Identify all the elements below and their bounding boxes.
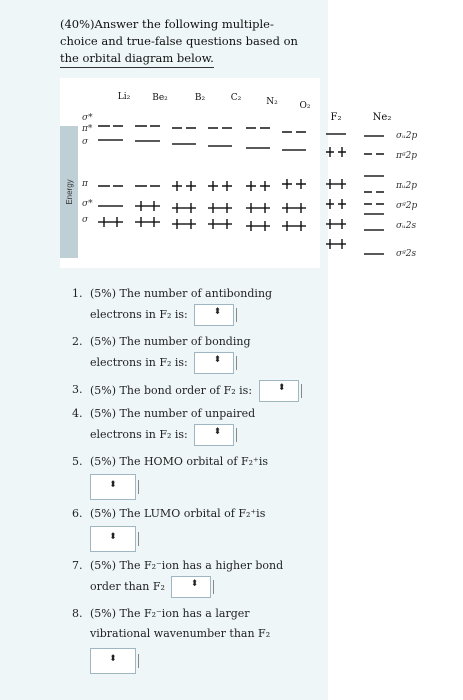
left-orbital-label: σ	[82, 215, 89, 225]
question-number: 4.	[72, 407, 83, 420]
right-orbital-label: σᵤ2p	[396, 131, 418, 141]
question-6	[72, 504, 327, 556]
answer-select-5[interactable]	[90, 474, 136, 500]
question-7	[72, 556, 327, 604]
select-arrow-icon: ⬍	[109, 654, 117, 664]
question-text: (5%) The number of bonding	[90, 335, 251, 348]
molecule-label: C₂	[230, 93, 242, 103]
question-number: 3.	[72, 383, 83, 396]
question-text: (5%) The HOMO orbital of F₂⁺is	[90, 455, 268, 468]
header-line-2: choice and true-false questions based on	[60, 34, 298, 48]
right-orbital-label: σᵤ2s	[396, 221, 417, 231]
question-text: (5%) The number of antibonding	[90, 287, 273, 300]
answer-select-7[interactable]	[171, 576, 211, 598]
select-arrow-icon: ⬍	[213, 427, 222, 437]
question-3	[72, 380, 327, 404]
select-arrow-icon: ⬍	[213, 355, 222, 365]
question-number: 8.	[72, 607, 83, 620]
question-list	[72, 284, 327, 684]
orbital-diagram-svg	[60, 78, 320, 268]
question-number: 5.	[72, 455, 83, 468]
molecule-label: O₂	[299, 101, 311, 111]
question-header	[60, 16, 320, 68]
question-text: electrons in F₂ is:	[90, 428, 188, 441]
question-8	[72, 604, 327, 684]
left-orbital-label: σ*	[82, 113, 93, 123]
left-orbital-label: σ*	[82, 199, 93, 209]
answer-select-4[interactable]	[194, 424, 234, 446]
molecule-label: Be₂	[152, 93, 168, 103]
molecule-label: Li₂	[117, 92, 131, 102]
header-line-3: the orbital diagram below.	[60, 50, 214, 68]
answer-select-8[interactable]	[90, 648, 136, 674]
answer-select-3[interactable]	[259, 380, 299, 402]
answer-select-1[interactable]	[194, 304, 234, 326]
molecule-label: F₂	[330, 112, 342, 123]
question-text: electrons in F₂ is:	[90, 308, 188, 321]
select-arrow-icon: ⬍	[213, 307, 222, 317]
question-number: 6.	[72, 507, 83, 520]
question-4	[72, 404, 327, 452]
question-text: (5%) The F₂⁻ion has a larger	[90, 607, 250, 620]
question-number: 7.	[72, 559, 83, 572]
question-text: (5%) The bond order of F₂ is:	[90, 384, 253, 397]
orbital-diagram-right	[320, 94, 463, 274]
right-orbital-label: πᵍ2p	[396, 151, 418, 161]
right-orbital-label: πᵤ2p	[396, 181, 417, 191]
energy-axis-label: Energy	[65, 179, 74, 205]
right-orbital-label: σᵍ2s	[396, 249, 417, 259]
select-arrow-icon: ⬍	[190, 579, 199, 589]
select-arrow-icon: ⬍	[109, 532, 117, 542]
left-orbital-label: π*	[82, 124, 93, 134]
right-orbital-label: σᵍ2p	[396, 201, 418, 211]
question-number: 2.	[72, 335, 83, 348]
answer-select-6[interactable]	[90, 526, 136, 552]
question-text: order than F₂	[90, 580, 165, 593]
molecule-label: Ne₂	[372, 112, 392, 123]
left-orbital-label: σ	[82, 137, 89, 147]
question-text: (5%) The number of unpaired	[90, 407, 256, 420]
question-5	[72, 452, 327, 504]
question-text: (5%) The LUMO orbital of F₂⁺is	[90, 507, 266, 520]
question-text: (5%) The F₂⁻ion has a higher bond	[90, 559, 284, 572]
question-1	[72, 284, 327, 332]
orbital-diagram	[60, 78, 320, 268]
select-arrow-icon: ⬍	[277, 383, 286, 393]
molecule-label: B₂	[194, 93, 206, 103]
molecule-label: N₂	[266, 97, 278, 107]
question-text: vibrational wavenumber than F₂	[90, 627, 271, 640]
select-arrow-icon: ⬍	[109, 480, 117, 490]
left-orbital-label: π	[82, 179, 88, 189]
question-text: electrons in F₂ is:	[90, 356, 188, 369]
header-line-1: (40%)Answer the following multiple-	[60, 17, 274, 31]
answer-select-2[interactable]	[194, 352, 234, 374]
question-2	[72, 332, 327, 380]
question-number: 1.	[72, 287, 83, 300]
